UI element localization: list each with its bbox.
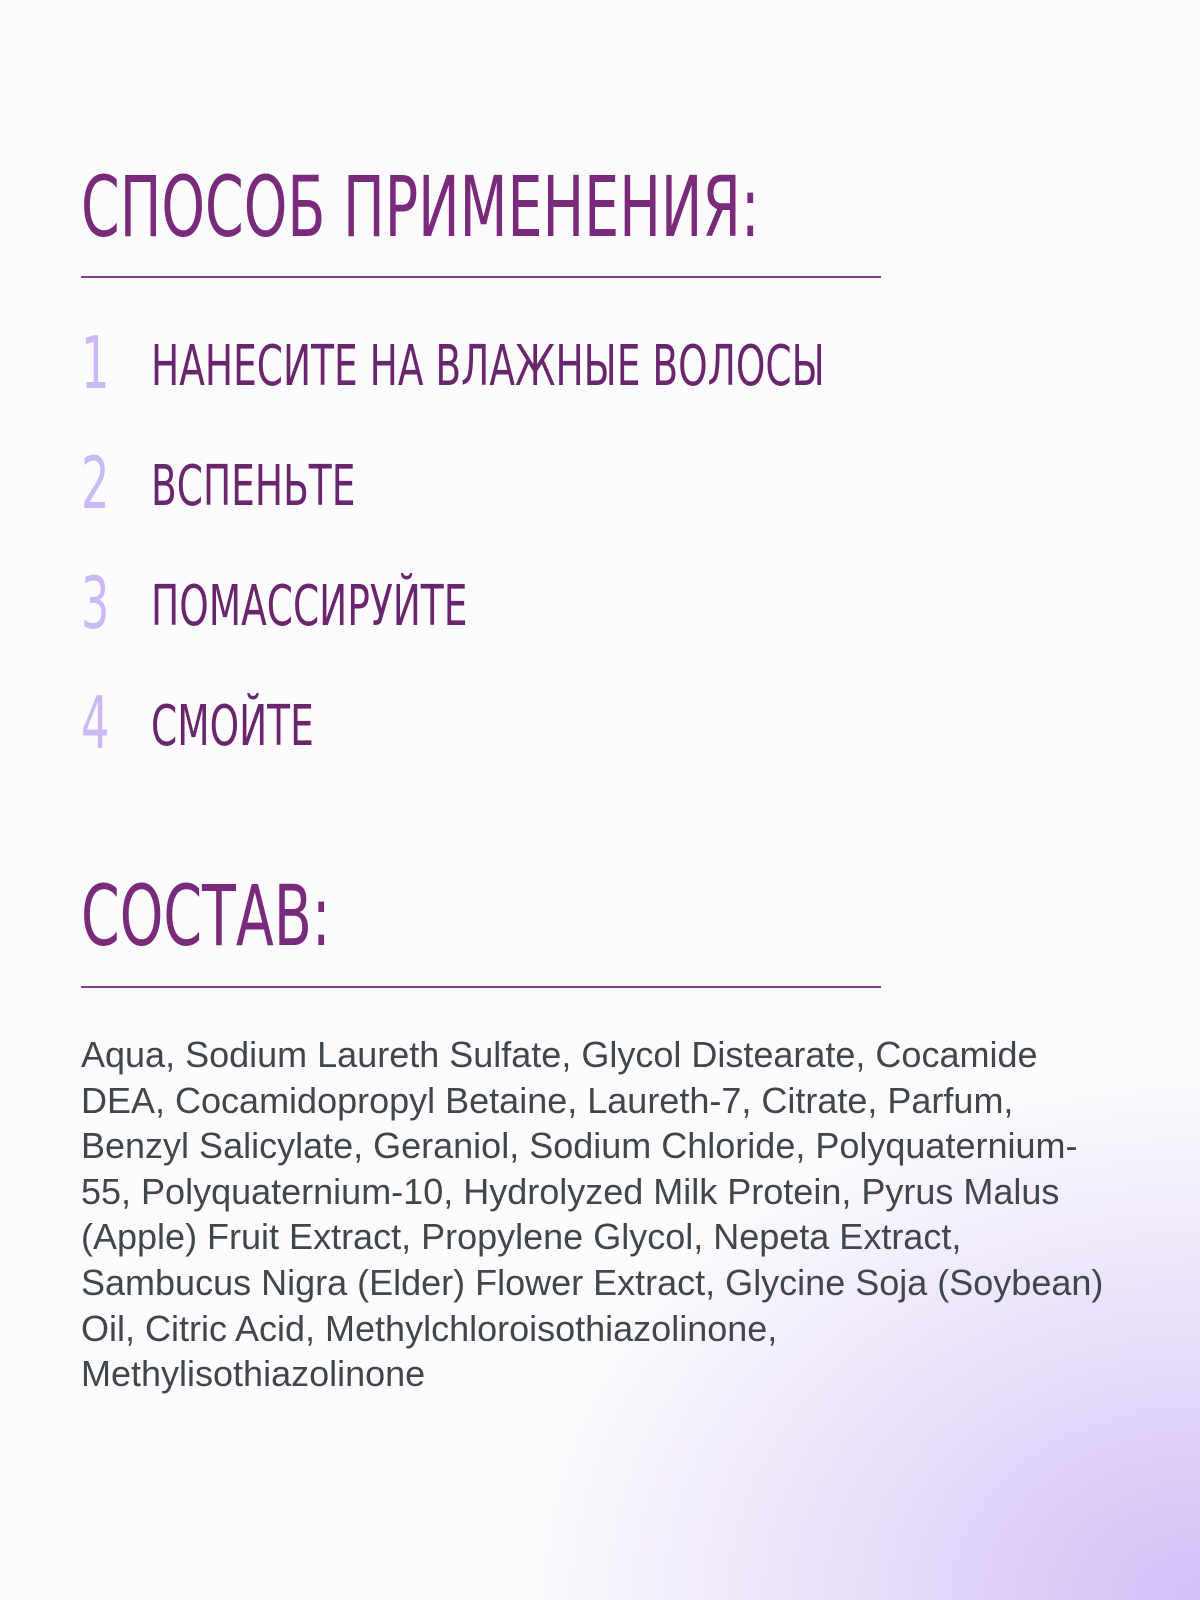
step-text: СМОЙТЕ (151, 694, 314, 759)
usage-step (81, 561, 981, 647)
step-number: 4 (81, 681, 110, 765)
step-text: ВСПЕНЬТЕ (151, 454, 356, 519)
step-number: 2 (81, 441, 110, 525)
composition-divider (81, 986, 881, 988)
step-text: ПОМАССИРУЙТЕ (151, 574, 468, 639)
usage-step (81, 441, 981, 527)
composition-heading: СОСТАВ: (81, 867, 331, 965)
step-text: НАНЕСИТЕ НА ВЛАЖНЫЕ ВОЛОСЫ (151, 334, 825, 399)
ingredients-text: Aqua, Sodium Laureth Sulfate, Glycol Distearate, Cocamide DEA, Cocamidopropyl Betaine, Laureth-7, Citrate, Parfum, Benzyl Salicylate, Geraniol, Sodium Chloride, Polyquaternium-55, Polyquaternium-10, Hydrolyzed Milk Protein, Pyrus Malus (Apple) Fruit Extract, Propylene Glycol, Nepeta Extract, Sambucus Nigra (Elder) Flower Extract, Glycine Soja (Soybean) Oil, Citric Acid, Methylchloroisothiazolinone, Methylisothiazolinone (81, 1034, 1104, 1395)
step-number: 1 (81, 321, 110, 405)
usage-divider (81, 276, 881, 278)
usage-step (81, 681, 981, 767)
usage-heading: СПОСОБ ПРИМЕНЕНИЯ: (81, 158, 760, 256)
step-number: 3 (81, 561, 110, 645)
usage-step (81, 321, 981, 407)
product-info-page (81, 0, 1121, 1600)
